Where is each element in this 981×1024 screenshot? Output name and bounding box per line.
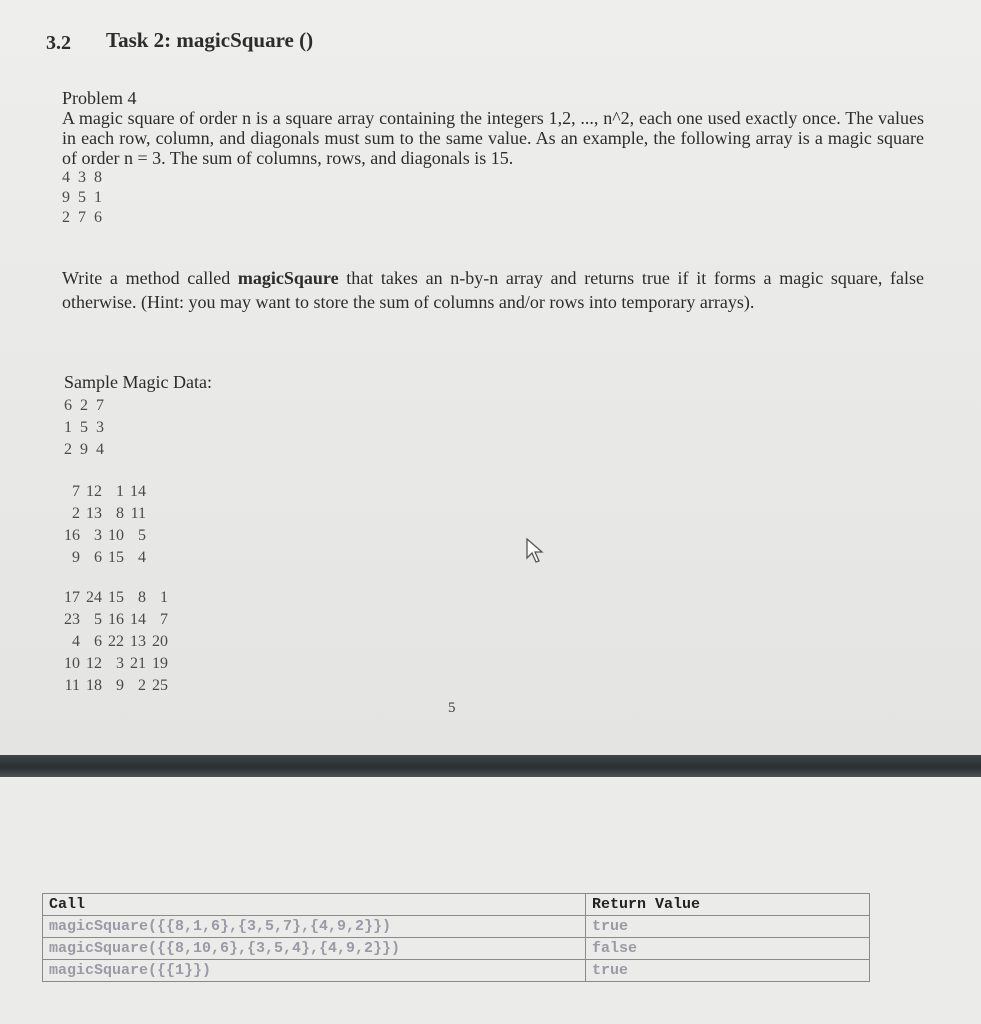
square-cell: 14 [130, 611, 146, 628]
square-4-table [64, 481, 152, 569]
call-cell: magicSquare({{1}}) [43, 960, 586, 982]
return-cell: false [586, 938, 870, 960]
call-cell: magicSquare({{8,1,6},{3,5,7},{4,9,2}}) [43, 916, 586, 938]
square-cell: 17 [64, 589, 80, 606]
square-cell: 9 [72, 549, 80, 566]
square-cell: 13 [130, 633, 146, 650]
problem-description: A magic square of order n is a square array containing the integers 1,2, ..., n^2, each one used exactly once. The values in each row, column, and diagonals must sum to the same value. As an example, the following array is a magic square of order n = 3. The sum of columns, rows, and diagonals is 15. [62, 108, 924, 168]
square-cell: 4 [72, 633, 80, 650]
square-cell: 25 [152, 677, 168, 694]
table-row [43, 960, 870, 982]
sample-title: Sample Magic Data: [64, 372, 212, 392]
square-cell: 18 [86, 677, 102, 694]
section-title: Task 2: magicSquare () [106, 28, 314, 52]
square-row [64, 675, 174, 697]
square-cell: 23 [64, 611, 80, 628]
example-row: 9 5 1 [62, 189, 104, 206]
square-cell: 24 [86, 589, 102, 606]
square-row [64, 547, 152, 569]
square-cell: 15 [108, 589, 124, 606]
table-row [43, 938, 870, 960]
return-cell: true [586, 916, 870, 938]
square-cell: 20 [152, 633, 168, 650]
square-cell: 12 [86, 655, 102, 672]
problem-block [62, 88, 924, 228]
sample-square-5 [64, 587, 174, 697]
square-cell: 5 [94, 611, 102, 628]
square-cell: 14 [130, 483, 146, 500]
square-row [64, 587, 174, 609]
page-divider [0, 755, 981, 777]
square-cell: 8 [138, 589, 146, 606]
square-row [64, 503, 152, 525]
method-prefix: Write a method called [62, 268, 238, 288]
square-cell: 1 [160, 589, 168, 606]
square-cell: 9 [116, 677, 124, 694]
square-cell: 15 [108, 549, 124, 566]
square-cell: 6 [94, 549, 102, 566]
square-cell: 13 [86, 505, 102, 522]
sample-square-4 [64, 481, 152, 569]
square-cell: 11 [130, 505, 146, 522]
square-cell: 11 [64, 677, 80, 694]
square-5-table [64, 587, 174, 697]
square-cell: 7 [72, 483, 80, 500]
square-cell: 3 [94, 527, 102, 544]
square-cell: 1 [116, 483, 124, 500]
method-suffix: that takes an n-by-n array and returns true if it forms a magic square, false otherwise. (Hint: you may want to store the sum of columns and/or rows into temporary arrays). [62, 268, 924, 312]
return-column-header: Return Value [586, 894, 870, 916]
square-row [64, 609, 174, 631]
method-name: magicSqaure [237, 268, 339, 288]
call-cell: magicSquare({{8,10,6},{3,5,4},{4,9,2}}) [43, 938, 586, 960]
square-cell: 22 [108, 633, 124, 650]
page-number: 5 [448, 700, 456, 716]
call-table-header-row [43, 894, 870, 916]
square-cell: 19 [152, 655, 168, 672]
square-cell: 2 [138, 677, 146, 694]
mouse-cursor-icon [525, 538, 545, 564]
call-table [42, 893, 870, 982]
method-description [62, 266, 924, 314]
square-cell: 2 [72, 505, 80, 522]
sample-row: 2 9 4 [64, 441, 106, 458]
sample-square-3 [64, 395, 106, 461]
square-cell: 16 [64, 527, 80, 544]
sample-row: 1 5 3 [64, 419, 106, 436]
sample-row: 6 2 7 [64, 397, 106, 414]
square-cell: 5 [138, 527, 146, 544]
square-cell: 6 [94, 633, 102, 650]
square-cell: 10 [108, 527, 124, 544]
square-row [64, 653, 174, 675]
square-cell: 4 [138, 549, 146, 566]
problem-heading: Problem 4 [62, 88, 137, 108]
square-cell: 16 [108, 611, 124, 628]
square-row [64, 525, 152, 547]
square-cell: 12 [86, 483, 102, 500]
square-cell: 7 [160, 611, 168, 628]
square-cell: 10 [64, 655, 80, 672]
return-cell: true [586, 960, 870, 982]
square-cell: 3 [116, 655, 124, 672]
example-row: 2 7 6 [62, 209, 104, 226]
square-row [64, 631, 174, 653]
square-cell: 8 [116, 505, 124, 522]
section-number: 3.2 [46, 32, 71, 54]
example-row: 4 3 8 [62, 169, 104, 186]
square-row [64, 481, 152, 503]
table-row [43, 916, 870, 938]
call-column-header: Call [43, 894, 586, 916]
square-cell: 21 [130, 655, 146, 672]
